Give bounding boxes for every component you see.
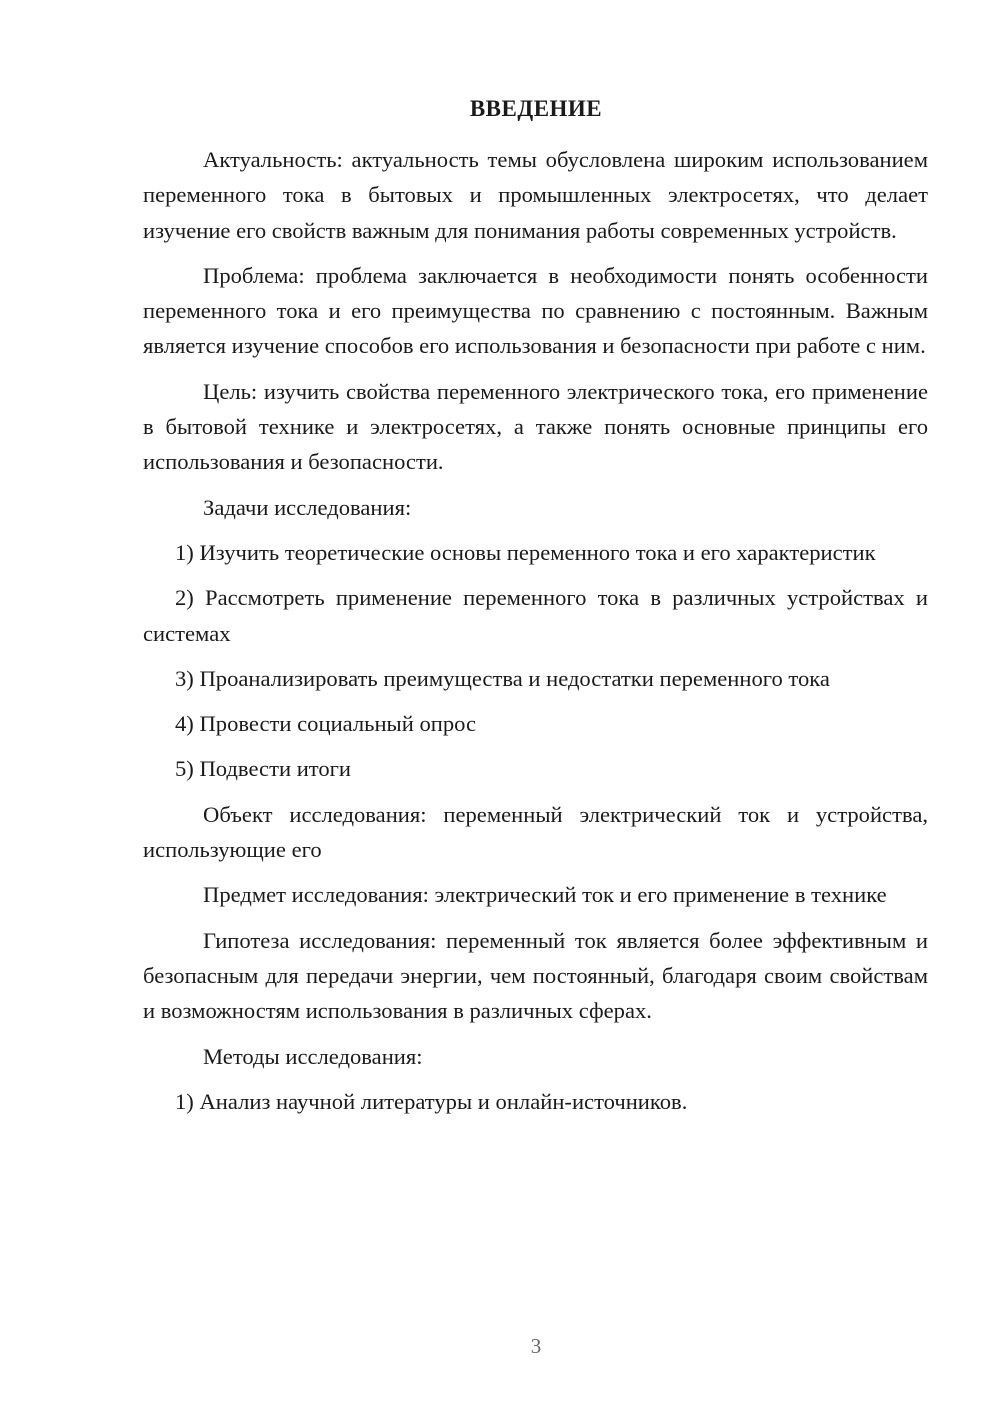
paragraph-relevance: Актуальность: актуальность темы обусловлена широким использованием переменного тока в бытовых и промышленных электросетях, что делает изучение его свойств важным для понимания работы современных устройств. [143, 147, 928, 243]
list-item-task-4: 4) Провести социальный опрос [175, 711, 477, 737]
paragraph-methods-heading: Методы исследования: [203, 1043, 423, 1069]
paragraph-subject: Предмет исследования: электрический ток и его применение в технике [203, 882, 887, 908]
paragraph-problem: Проблема: проблема заключается в необходимости понять особенности переменного тока и его преимущества по сравнению с постоянным. Важным является изучение способов его использования и безопасности при работе с ним. [143, 262, 928, 359]
list-item-task-5: 5) Подвести итоги [175, 756, 352, 782]
list-item-task-2: 2) Рассмотреть применение переменного тока в различных устройствах и системах [143, 585, 928, 646]
page-number: 3 [530, 1334, 542, 1358]
paragraph-hypothesis: Гипотеза исследования: переменный ток является более эффективным и безопасным для передачи энергии, чем постоянный, благодаря своим свойствам и возможностям использования в различных сферах. [143, 927, 928, 1024]
page-title: ВВЕДЕНИЕ [469, 96, 603, 121]
list-item-task-1: 1) Изучить теоретические основы переменного тока и его характеристик [175, 539, 876, 565]
paragraph-goal: Цель: изучить свойства переменного электрического тока, его применение в бытовой технике и электросетях, а также понять основные принципы его использования и безопасности. [143, 378, 928, 475]
list-item-task-3: 3) Проанализировать преимущества и недостатки переменного тока [175, 665, 830, 691]
paragraph-tasks-heading: Задачи исследования: [203, 494, 412, 520]
document-body [143, 142, 928, 1129]
list-item-method-1: 1) Анализ научной литературы и онлайн-источников. [175, 1088, 688, 1114]
paragraph-object: Объект исследования: переменный электрический ток и устройства, использующие его [143, 801, 928, 863]
